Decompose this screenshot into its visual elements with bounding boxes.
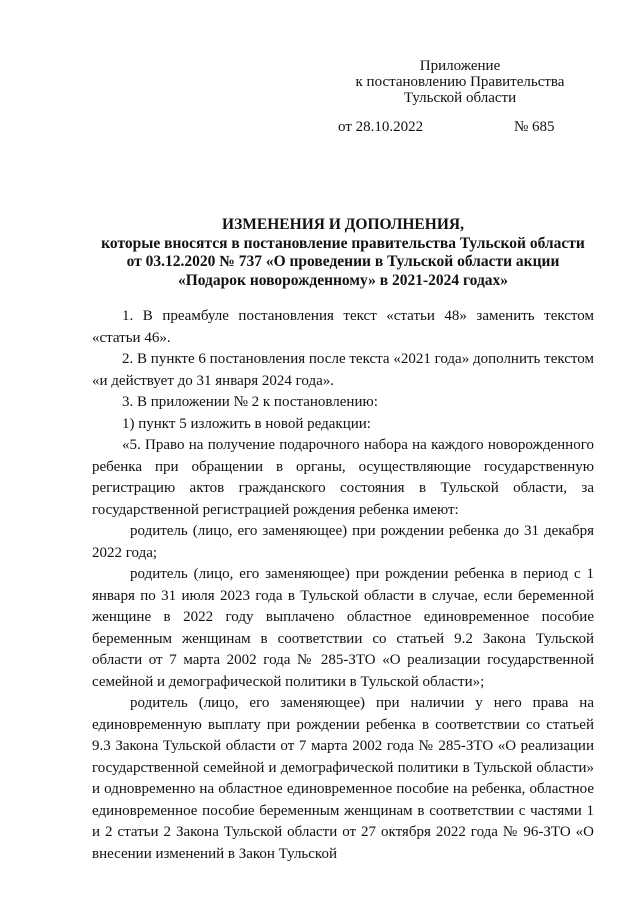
title-line: ИЗМЕНЕНИЯ И ДОПОЛНЕНИЯ, xyxy=(222,216,464,233)
document-title xyxy=(92,216,594,290)
title-line: «Подарок новорожденному» в 2021-2024 годах» xyxy=(177,271,509,289)
appendix-line: к постановлению Правительства xyxy=(355,74,565,90)
paragraph-1: 1. В преамбуле постановления текст «статьи 48» заменить текстом «статьи 46». xyxy=(92,308,594,346)
paragraph-3: 3. В приложении № 2 к постановлению: xyxy=(122,394,378,410)
paragraph-2: 2. В пункте 6 постановления после текста «2021 года» дополнить текстом «и действует до 31 января 2024 года». xyxy=(92,351,594,389)
paragraph-7: родитель (лицо, его заменяющее) при рождении ребенка в период с 1 января по 31 июля 2023 года в Тульской области в случае, если беременной женщине в 2022 году выплачено областное единовременное пособие беременным женщинам в соответствии со статьей 9.2 Закона Тульской области от 7 марта 2002 года № 285-ЗТО «О реализации государственной семейной и демографической политики в Тульской области»; xyxy=(92,566,594,690)
appendix-line: Приложение xyxy=(419,58,501,74)
title-line: которые вносятся в постановление правительства Тульской области xyxy=(101,234,585,252)
date-number-line xyxy=(338,118,558,136)
document-body xyxy=(92,306,594,865)
appendix-line: Тульской области xyxy=(403,90,517,106)
resolution-number: № 685 xyxy=(514,119,555,135)
paragraph-5: «5. Право на получение подарочного набора на каждого новорожденного ребенка при обращении в органы, осуществляющие государственную регистрацию актов гражданского состояния в Тульской области, за государственной регистрацией рождения ребенка имеют: xyxy=(92,437,594,518)
paragraph-8: родитель (лицо, его заменяющее) при наличии у него права на единовременную выплату при рождении ребенка в соответствии со статьей 9.3 Закона Тульской области от 7 марта 2002 года № 285-ЗТО «О реализации государственной семейной и демографической политики в Тульской области» и одновременно на областное единовременное пособие на ребенка, областное единовременное пособие беременным женщинам в соответствии с частями 1 и 2 статьи 2 Закона Тульской области от 27 октября 2022 года № 96-ЗТО «О внесении изменений в Закон Тульской xyxy=(92,695,594,862)
paragraph-6: родитель (лицо, его заменяющее) при рождении ребенка до 31 декабря 2022 года; xyxy=(92,523,594,561)
paragraph-4: 1) пункт 5 изложить в новой редакции: xyxy=(122,415,371,432)
resolution-date: от 28.10.2022 xyxy=(338,119,424,135)
appendix-block xyxy=(340,58,580,106)
title-line: от 03.12.2020 № 737 «О проведении в Тульской области акции xyxy=(126,253,560,270)
